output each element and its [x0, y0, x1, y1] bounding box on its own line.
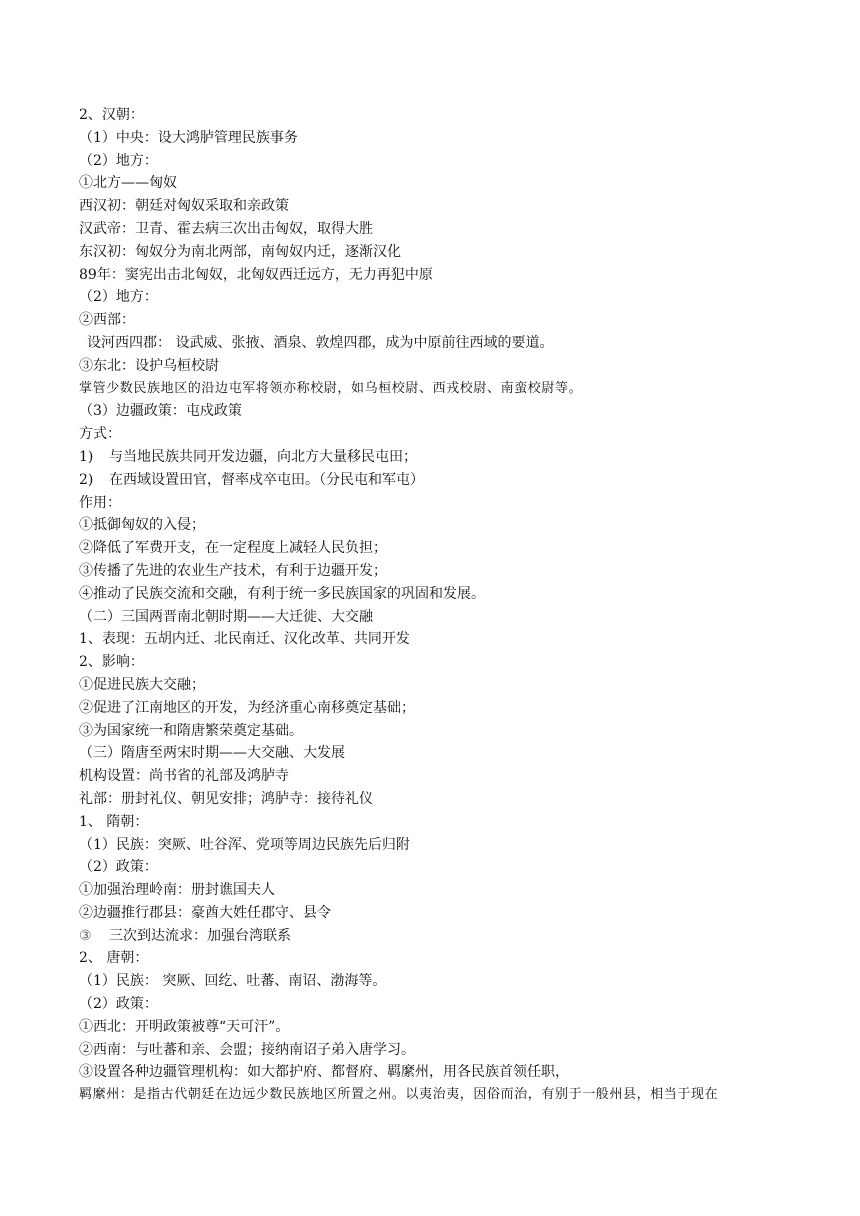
text-line: ②西南：与吐蕃和亲、会盟；接纳南诏子弟入唐学习。	[79, 1041, 415, 1058]
text-line: ③传播了先进的农业生产技术，有利于边疆开发；	[79, 562, 387, 579]
text-line: （2）政策：	[79, 859, 158, 876]
list-item	[79, 446, 799, 469]
text-line: ①北方——匈奴	[79, 175, 177, 192]
text-line: 89年：窦宪出击北匈奴，北匈奴西迁远方，无力再犯中原	[79, 266, 433, 283]
text-line: 设河西四郡： 设武威、张掖、酒泉、敦煌四郡，成为中原前往西域的要道。	[87, 334, 554, 351]
section-heading: 2、汉朝：	[79, 107, 144, 123]
list-item	[79, 925, 799, 948]
list-item	[79, 469, 799, 492]
list-item-text: 与当地民族共同开发边疆，向北方大量移民屯田；	[109, 448, 417, 465]
section-heading: （三）隋唐至两宋时期——大交融、大发展	[79, 745, 345, 762]
list-item-text: 三次到达流求：加强台湾联系	[109, 927, 291, 944]
text-line: （2）政策：	[79, 996, 158, 1013]
section-heading: （二）三国两晋南北朝时期——大迁徙、大交融	[79, 608, 373, 625]
text-line: 羁縻州：是指古代朝廷在边远少数民族地区所置之州。以夷治夷，因俗而治，有别于一般州县，相当于现在	[79, 1087, 719, 1103]
text-line: 2、影响：	[79, 654, 144, 671]
text-line: ①促进民族大交融；	[79, 676, 205, 693]
text-line: ①西北：开明政策被尊“天可汗”。	[79, 1018, 290, 1035]
text-line: ②降低了军费开支，在一定程度上减轻人民负担；	[79, 540, 387, 557]
text-line: 1、 隋朝：	[79, 813, 149, 830]
text-line: 西汉初：朝廷对匈奴采取和亲政策	[79, 198, 289, 215]
text-line: 作用：	[79, 494, 121, 511]
text-line: ④推动了民族交流和交融，有利于统一多民族国家的巩固和发展。	[79, 585, 485, 602]
text-line: （1）中央：设大鸿胪管理民族事务	[79, 129, 298, 146]
text-line: （1）民族： 突厥、回纥、吐蕃、南诏、渤海等。	[79, 973, 387, 990]
text-line: ③设置各种边疆管理机构：如大都护府、都督府、羁縻州，用各民族首领任职，	[79, 1064, 569, 1081]
text-line: 东汉初：匈奴分为南北两部，南匈奴内迁，逐渐汉化	[79, 243, 401, 260]
text-line: （1）民族：突厥、吐谷浑、党项等周边民族先后归附	[79, 836, 410, 853]
text-line: ①加强治理岭南：册封谯国夫人	[79, 882, 275, 899]
text-line: 方式：	[79, 426, 121, 443]
text-line: 礼部：册封礼仪、朝见安排；鸿胪寺：接待礼仪	[79, 790, 373, 807]
text-line: （3）边疆政策：屯戍政策	[79, 403, 242, 420]
list-marker: 2)	[79, 471, 94, 488]
list-item-text: 在西域设置田官，督率戍卒屯田。（分民屯和军屯）	[109, 471, 424, 488]
document-body	[79, 104, 799, 1107]
text-line: 机构设置：尚书省的礼部及鸿胪寺	[79, 768, 289, 785]
text-line: ①抵御匈奴的入侵；	[79, 517, 205, 534]
list-marker: 1)	[79, 448, 94, 465]
text-line: 2、 唐朝：	[79, 950, 149, 967]
text-line: 1、表现：五胡内迁、北民南迁、汉化改革、共同开发	[79, 631, 410, 648]
text-line: （2）地方：	[79, 152, 158, 169]
list-marker: ③	[79, 927, 92, 944]
text-line: 汉武帝：卫青、霍去病三次出击匈奴，取得大胜	[79, 220, 373, 237]
text-line: ③为国家统一和隋唐繁荣奠定基础。	[79, 722, 303, 739]
text-line: 掌管少数民族地区的沿边屯军将领亦称校尉，如乌桓校尉、西戎校尉、南蛮校尉等。	[79, 380, 583, 396]
text-line: ③东北：设护乌桓校尉	[79, 357, 219, 374]
text-line: ②促进了江南地区的开发，为经济重心南移奠定基础；	[79, 699, 415, 716]
text-line: （2）地方：	[79, 289, 158, 306]
text-line: ②边疆推行郡县：豪酋大姓任郡守、县令	[79, 904, 331, 921]
text-line: ②西部：	[79, 312, 135, 329]
